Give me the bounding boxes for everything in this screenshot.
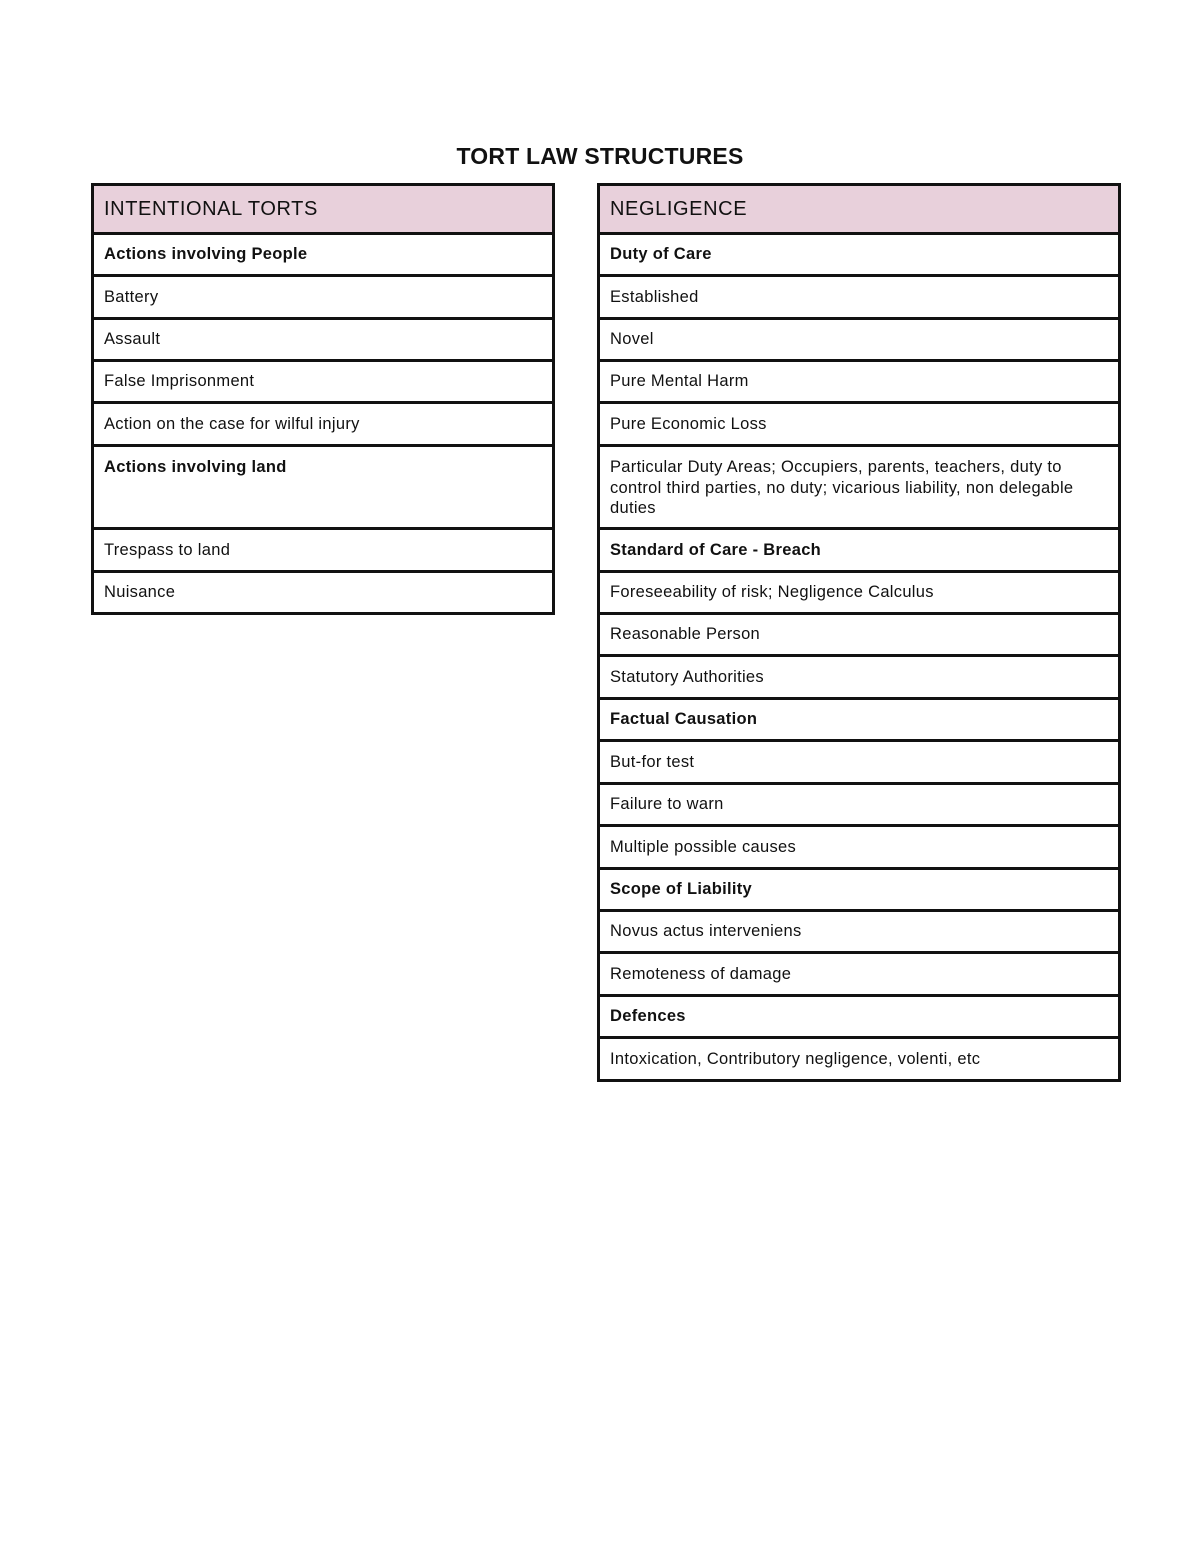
table-row: Trespass to land bbox=[94, 530, 552, 573]
table-row: Particular Duty Areas; Occupiers, parents, teachers, duty to control third parties, no duty; vicarious liability, non delegable duties bbox=[600, 447, 1118, 530]
table-row: Pure Economic Loss bbox=[600, 404, 1118, 447]
section-heading: Defences bbox=[600, 997, 1118, 1039]
section-heading: Factual Causation bbox=[600, 700, 1118, 742]
table-row: Assault bbox=[94, 320, 552, 362]
section-heading: Scope of Liability bbox=[600, 870, 1118, 912]
section-heading: Actions involving land bbox=[94, 447, 552, 530]
negligence-table bbox=[597, 183, 1121, 1082]
table-row: But-for test bbox=[600, 742, 1118, 785]
table-row: Nuisance bbox=[94, 573, 552, 615]
table-row: Action on the case for wilful injury bbox=[94, 404, 552, 447]
table-row: Novus actus interveniens bbox=[600, 912, 1118, 954]
intentional-torts-table bbox=[91, 183, 555, 615]
table-row: Failure to warn bbox=[600, 785, 1118, 827]
table-header: NEGLIGENCE bbox=[600, 186, 1118, 235]
table-row: Foreseeability of risk; Negligence Calculus bbox=[600, 573, 1118, 615]
section-heading: Actions involving People bbox=[94, 235, 552, 277]
table-header: INTENTIONAL TORTS bbox=[94, 186, 552, 235]
table-row: Remoteness of damage bbox=[600, 954, 1118, 997]
table-row: Multiple possible causes bbox=[600, 827, 1118, 870]
table-row: Established bbox=[600, 277, 1118, 320]
table-row: Statutory Authorities bbox=[600, 657, 1118, 700]
section-heading: Duty of Care bbox=[600, 235, 1118, 277]
table-row: Reasonable Person bbox=[600, 615, 1118, 657]
page-title: TORT LAW STRUCTURES bbox=[456, 143, 744, 169]
section-heading: Standard of Care - Breach bbox=[600, 530, 1118, 573]
table-row: False Imprisonment bbox=[94, 362, 552, 404]
table-row: Novel bbox=[600, 320, 1118, 362]
table-row: Pure Mental Harm bbox=[600, 362, 1118, 404]
table-row: Intoxication, Contributory negligence, volenti, etc bbox=[600, 1039, 1118, 1082]
table-row: Battery bbox=[94, 277, 552, 320]
